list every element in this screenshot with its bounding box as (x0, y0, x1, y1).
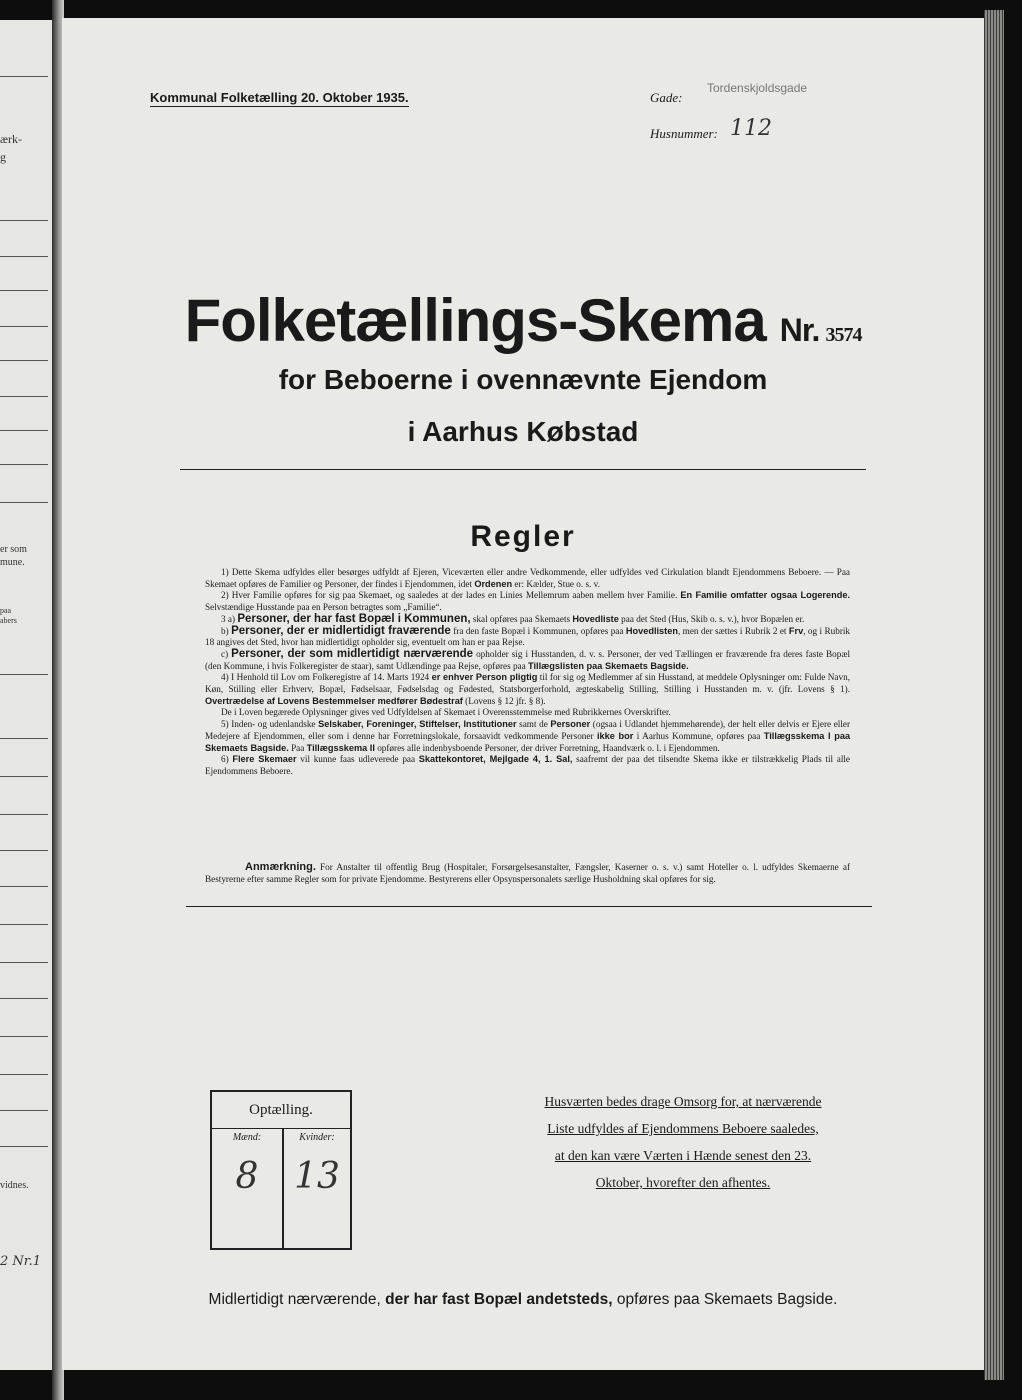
divider (0, 814, 48, 815)
divider (0, 674, 48, 675)
landlord-notice (510, 1094, 856, 1202)
divider (0, 464, 48, 465)
left-text-fragment: ærk- (0, 132, 22, 146)
form-number-label: Nr. (779, 312, 820, 348)
divider (0, 326, 48, 327)
divider (0, 360, 48, 361)
house-number-label: Husnummer: (650, 126, 718, 141)
divider (0, 256, 48, 257)
divider (0, 998, 48, 999)
tally-title: Optælling. (212, 1092, 350, 1129)
divider (0, 76, 48, 77)
house-number-value: 112 (730, 116, 772, 141)
notice-line: Husværten bedes drage Omsorg for, at nærværende (544, 1094, 822, 1109)
remark (205, 861, 850, 885)
rules-heading: Regler (470, 520, 576, 553)
census-heading: Kommunal Folketælling 20. Oktober 1935. (150, 90, 409, 105)
divider (0, 502, 48, 503)
street-label: Gade: (650, 90, 683, 105)
divider (0, 1110, 48, 1111)
left-text-fragment: paa (0, 606, 12, 615)
form-number-value: 3574 (825, 324, 862, 346)
divider (0, 962, 48, 963)
divider (0, 1074, 48, 1075)
remark-text: For Anstalter til offentlig Brug (Hospitaler, Forsørgelsesanstalter, Fængsler, Kaserner o. s. v.) samt Hoteller o. l. udfyldes Skemaerne af Bestyrerne efter samme Regler som for private Ejendomme. Bestyrerens eller Opsynspersonalets særlige Husholdning skal opføres for sig. (205, 862, 851, 884)
women-label: Kvinder: (299, 1132, 335, 1143)
rule-4: 4) I Henhold til Lov om Folkeregistre af 14. Marts 1924 er enhver Person pligtig til for sig og Medlemmer af sin Husstand, at meddele Oplysninger om: Fulde Navn, Køn, Stilling eller Erhverv, Bopæl, Fødselsaar, Fødselsdag og Fødested, Statsborgerforhold, ægteskabelig Stilling, Stilling i Husstanden m. v. (jfr. Lovens § 1). Overtrædelse af Lovens Bestemmelser medfører Bødestraf (Lovens § 12 jfr. § 8). (205, 672, 850, 706)
rule-6: 6) Flere Skemaer vil kunne faas udleverede paa Skattekontoret, Mejlgade 4, 1. Sal, saafremt der paa det tilsendte Skema ikke er tilstrækkelig Plads til alle Ejendommens Beboere. (205, 754, 851, 776)
tally-box (210, 1090, 352, 1250)
men-label: Mænd: (232, 1132, 262, 1143)
notice-line: at den kan være Værten i Hænde senest den 23. (554, 1148, 812, 1163)
form-title-main: Folketællings-Skema (184, 287, 766, 354)
notice-line: Liste udfyldes af Ejendommens Beboere saaledes, (547, 1121, 819, 1136)
title-divider (180, 469, 866, 470)
left-text-fragment: vidnes. (0, 1180, 29, 1191)
rule-1: 1) Dette Skema udfyldes eller besørges udfyldt af Ejeren, Viceværten eller andre Vedkommende, eller udfyldes ved Cirkulation blandt Ejendommens Beboere. — Paa Skemaet opføres de Familier og Personer, der findes i Ejendommen, idet Ordenen er: Kælder, Stue o. s. v. (205, 567, 850, 589)
divider (0, 850, 48, 851)
rule-3c: c) Personer, der som midlertidigt nærværende opholder sig i Husstanden, d. v. s. Personer, der ved Tællingen er fraværende fra deres faste Bopæl (den Kommune, i hvis Folkeregister de staar), samt Udlændinge paa Rejse, opføres paa Tillægslisten paa Skemaets Bagside. (205, 647, 850, 671)
divider (0, 738, 48, 739)
rule-4b: De i Loven begærede Oplysninger gives ved Udfyldelsen af Skemaet i Overensstemmelse med Rubrikkernes Overskrifter. (221, 707, 671, 718)
divider (0, 290, 48, 291)
left-text-fragment: mune. (0, 557, 25, 568)
divider (0, 430, 48, 431)
left-handwriting: 2 Nr.1 (0, 1254, 41, 1269)
form-location: i Aarhus Købstad (407, 416, 639, 447)
divider (0, 220, 48, 221)
left-text-fragment: abers (0, 616, 17, 625)
footer-note: Midlertidigt nærværende, der har fast Bopæl andetsteds, opføres paa Skemaets Bagside. (208, 1291, 838, 1308)
divider (0, 396, 48, 397)
women-count: 13 (294, 1156, 340, 1197)
rule-3a: 3 a) Personer, der har fast Bopæl i Kommunen, skal opføres paa Skemaets Hovedliste paa det Sted (Hus, Skib o. s. v.), hvor Bopælen er. (221, 612, 805, 625)
census-form-page (62, 18, 984, 1370)
street-value: Tordenskjoldsgade (707, 81, 808, 95)
rules-text (205, 567, 850, 778)
left-text-fragment: g (0, 150, 6, 164)
men-count: 8 (235, 1156, 259, 1197)
notice-line: Oktober, hvorefter den afhentes. (595, 1175, 771, 1190)
form-subtitle: for Beboerne i ovennævnte Ejendom (278, 364, 768, 395)
rule-3b: b) Personer, der er midlertidigt fraværende fra den faste Bopæl i Kommunen, opføres paa Hovedlisten, men der sættes i Rubrik 2 et Frv, og i Rubrik 18 angives det Sted, hvor han midlertidigt opholder sig, eventuelt om han er paa Rejse. (205, 624, 851, 648)
left-text-fragment: er som (0, 544, 27, 555)
form-title (62, 286, 984, 355)
divider (0, 1146, 48, 1147)
page-stack-edge (984, 10, 1004, 1380)
divider (0, 776, 48, 777)
rule-5: 5) Inden- og udenlandske Selskaber, Foreninger, Stiftelser, Institutioner samt de Personer (ogsaa i Udlandet hjemmehørende), der helt eller delvis er Ejere eller Medejere af Ejendommen, eller som i denne har Forretningslokale, forsaavidt vedkommende Personer ikke bor i Aarhus Kommune, opføres paa Tillægsskema I paa Skemaets Bagside. Paa Tillægsskema II opføres alle indenbysboende Personer, der driver Forretning, Haandværk o. l. i Ejendommen. (205, 719, 851, 753)
divider (0, 924, 48, 925)
remark-divider (186, 906, 872, 907)
left-page-fragment (0, 20, 52, 1370)
remark-label: Anmærkning. (245, 861, 316, 873)
divider (0, 1036, 48, 1037)
divider (0, 886, 48, 887)
rule-2: 2) Hver Familie opføres for sig paa Skemaet, og saaledes at der lades en Linies Mellemrum aaben mellem hver Familie. En Familie omfatter ogsaa Logerende. Selvstændige Husstande paa en Person betragtes som „Familie“. (205, 590, 850, 613)
